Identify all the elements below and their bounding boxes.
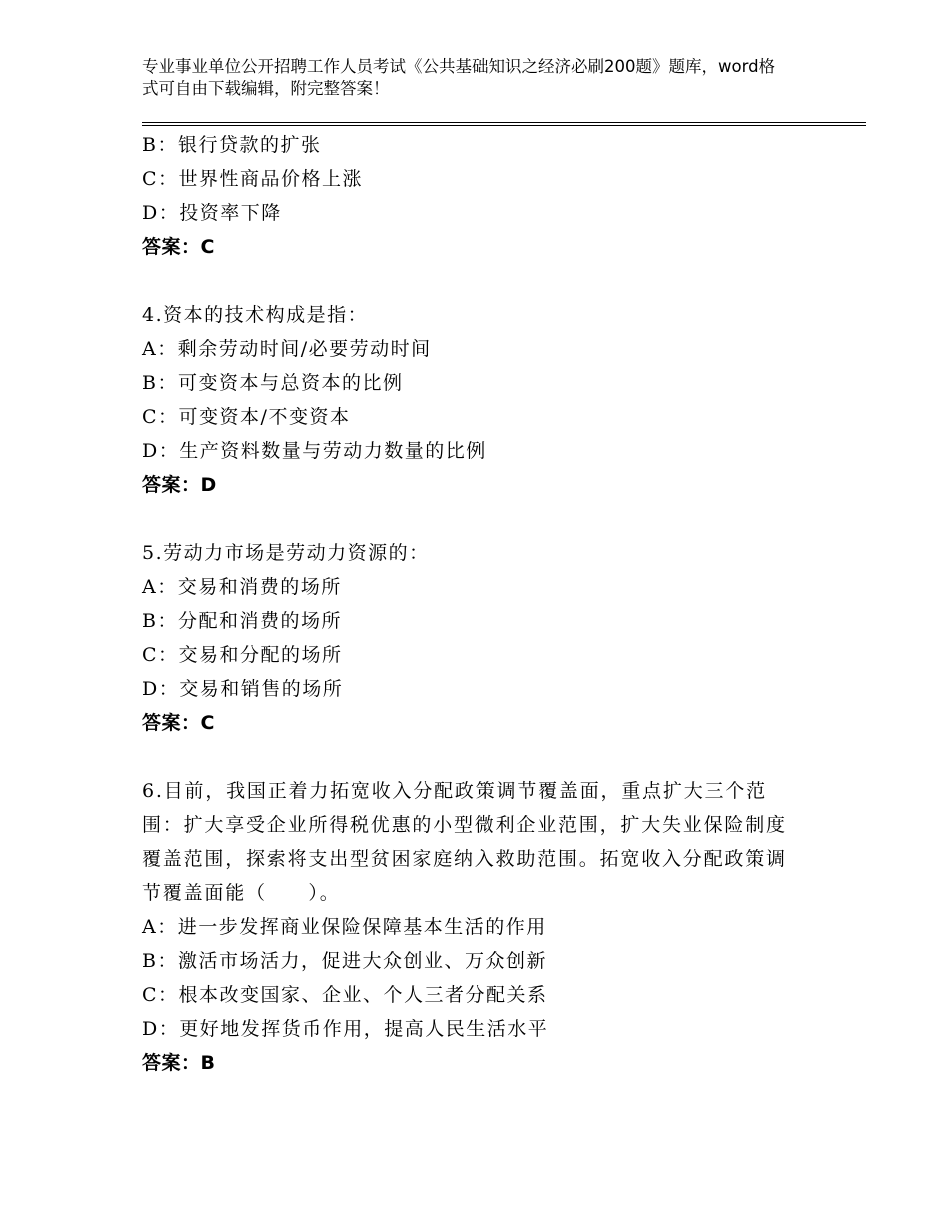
option-b: B：可变资本与总资本的比例 bbox=[142, 372, 404, 394]
option-d: D：交易和销售的场所 bbox=[142, 678, 344, 700]
page-header: 专业事业单位公开招聘工作人员考试《公共基础知识之经济必刷200题》题库，word格式可自由下载编辑，附完整答案！ bbox=[142, 57, 776, 98]
question-stem: 5.劳动力市场是劳动力资源的： bbox=[142, 542, 430, 564]
option-a: A：进一步发挥商业保险保障基本生活的作用 bbox=[142, 916, 547, 938]
option-b: B：银行贷款的扩张 bbox=[142, 134, 322, 156]
option-b: B：激活市场活力，促进大众创业、万众创新 bbox=[142, 950, 547, 972]
question-stem: 6.目前，我国正着力拓宽收入分配政策调节覆盖面，重点扩大三个范围：扩大享受企业所得税优惠的小型微利企业范围，扩大失业保险制度覆盖范围，探索将支出型贫困家庭纳入救助范围。拓宽收入分配政策调节覆盖面能（ ）。 bbox=[142, 780, 787, 904]
question-content bbox=[142, 128, 802, 1080]
question-3-partial bbox=[142, 128, 802, 264]
answer-label: 答案：D bbox=[142, 474, 217, 496]
option-c: C：交易和分配的场所 bbox=[142, 644, 343, 666]
option-c: C：世界性商品价格上涨 bbox=[142, 168, 364, 190]
question-stem: 4.资本的技术构成是指： bbox=[142, 304, 369, 326]
answer-label: 答案：B bbox=[142, 1052, 216, 1074]
option-d: D：更好地发挥货币作用，提高人民生活水平 bbox=[142, 1018, 549, 1040]
option-c: C：根本改变国家、企业、个人三者分配关系 bbox=[142, 984, 548, 1006]
question-5 bbox=[142, 536, 802, 740]
header-rule-top bbox=[142, 122, 866, 123]
option-c: C：可变资本/不变资本 bbox=[142, 406, 351, 428]
option-a: A：交易和消费的场所 bbox=[142, 576, 342, 598]
spacer bbox=[142, 502, 802, 536]
spacer bbox=[142, 264, 802, 298]
question-6 bbox=[142, 774, 802, 1080]
question-4 bbox=[142, 298, 802, 502]
option-b: B：分配和消费的场所 bbox=[142, 610, 342, 632]
answer-label: 答案：C bbox=[142, 236, 215, 258]
option-a: A：剩余劳动时间/必要劳动时间 bbox=[142, 338, 432, 360]
answer-label: 答案：C bbox=[142, 712, 215, 734]
option-d: D：投资率下降 bbox=[142, 202, 282, 224]
header-rule-bottom bbox=[142, 125, 866, 126]
option-d: D：生产资料数量与劳动力数量的比例 bbox=[142, 440, 487, 462]
spacer bbox=[142, 740, 802, 774]
